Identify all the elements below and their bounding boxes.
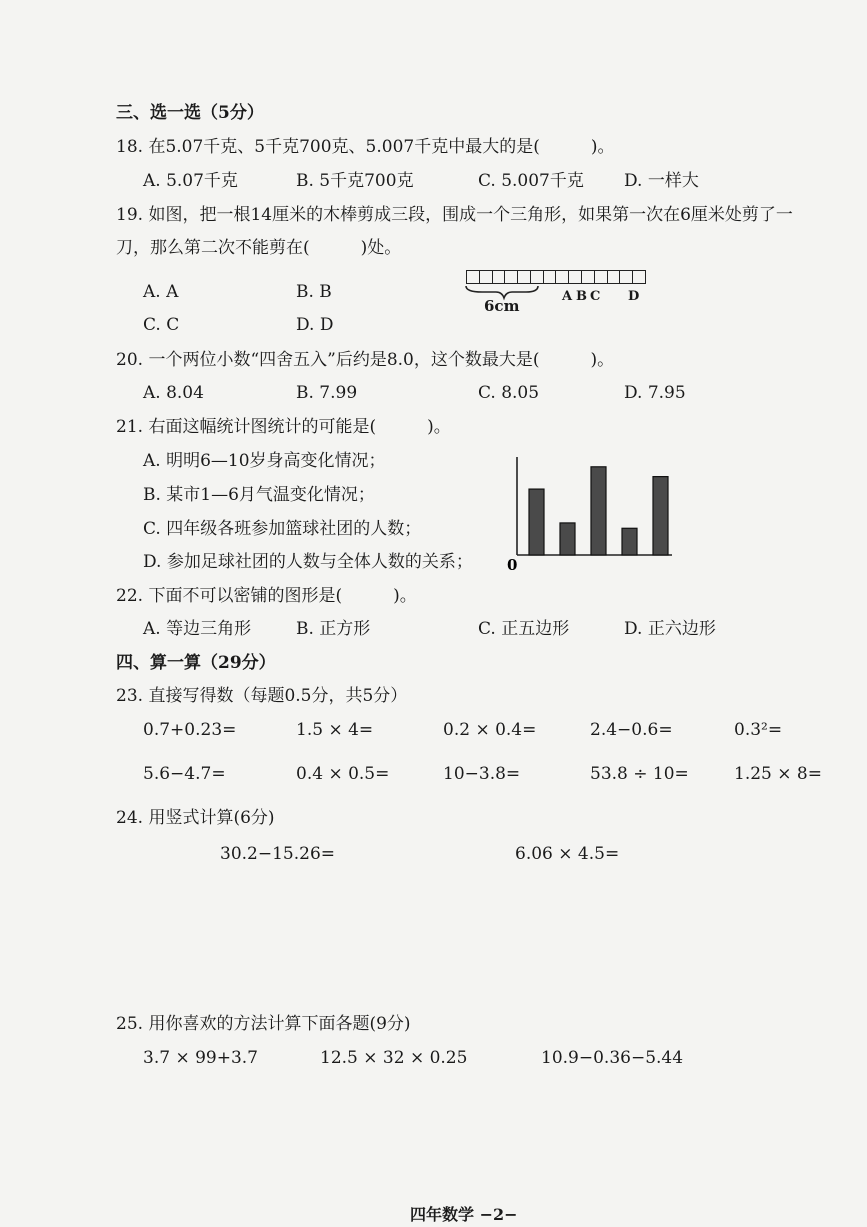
q19-option-c: C. C xyxy=(143,315,180,335)
point-label-c: C xyxy=(590,289,601,304)
q18-option-c: C. 5.007千克 xyxy=(478,171,584,191)
q23-item: 0.4 × 0.5= xyxy=(296,764,390,784)
ruler-cell xyxy=(633,271,645,283)
q22-option-a: A. 等边三角形 xyxy=(143,619,252,639)
q22-stem: 22. 下面不可以密铺的图形是( )。 xyxy=(116,586,417,606)
ruler-cell xyxy=(531,271,544,283)
q19-stem-line1: 19. 如图，把一根14厘米的木棒剪成三段，围成一个三角形，如果第一次在6厘米处剪了一 xyxy=(116,205,793,225)
ruler-cell xyxy=(544,271,557,283)
q19-option-d: D. D xyxy=(296,315,334,335)
ruler-cell xyxy=(582,271,595,283)
q21-stem: 21. 右面这幅统计图统计的可能是( )。 xyxy=(116,417,451,437)
ruler-cell xyxy=(620,271,633,283)
point-label-a: A xyxy=(562,289,573,304)
q23-stem: 23. 直接写得数（每题0.5分，共5分） xyxy=(116,686,408,706)
ruler-cell xyxy=(569,271,582,283)
q18-option-a: A. 5.07千克 xyxy=(143,171,238,191)
ruler-cell xyxy=(480,271,493,283)
ruler-cell xyxy=(595,271,608,283)
ruler-cell xyxy=(556,271,569,283)
q23-item: 0.2 × 0.4= xyxy=(443,720,537,740)
ruler-cell xyxy=(467,271,480,283)
q25-item: 10.9−0.36−5.44 xyxy=(541,1048,684,1068)
q24-item: 30.2−15.26= xyxy=(220,844,336,864)
segment-label-6cm: 6cm xyxy=(484,297,520,315)
q19-option-a: A. A xyxy=(143,282,179,302)
q20-option-d: D. 7.95 xyxy=(624,383,686,403)
section-3-title: 三、选一选（5分） xyxy=(116,103,264,123)
bar-2 xyxy=(560,523,575,555)
q24-stem: 24. 用竖式计算(6分) xyxy=(116,808,275,828)
q22-option-d: D. 正六边形 xyxy=(624,619,716,639)
q18-option-b: B. 5千克700克 xyxy=(296,171,414,191)
q23-item: 5.6−4.7= xyxy=(143,764,226,784)
q20-stem: 20. 一个两位小数“四舍五入”后约是8.0，这个数最大是( )。 xyxy=(116,350,615,370)
bar-chart xyxy=(507,455,677,573)
q25-item: 12.5 × 32 × 0.25 xyxy=(320,1048,468,1068)
q18-stem: 18. 在5.07千克、5千克700克、5.007千克中最大的是( )。 xyxy=(116,137,615,157)
page-footer: 四年数学 −2− xyxy=(410,1205,518,1224)
q21-option-b: B. 某市1—6月气温变化情况； xyxy=(143,485,375,505)
stick-ruler xyxy=(466,270,646,284)
q23-item: 1.25 × 8= xyxy=(734,764,822,784)
bar-3 xyxy=(591,467,606,555)
bar-4 xyxy=(622,528,637,555)
q25-stem: 25. 用你喜欢的方法计算下面各题(9分) xyxy=(116,1014,411,1034)
q23-item: 10−3.8= xyxy=(443,764,521,784)
q23-item: 2.4−0.6= xyxy=(590,720,673,740)
ruler-cell xyxy=(518,271,531,283)
q23-item: 0.3²= xyxy=(734,720,783,740)
q25-item: 3.7 × 99+3.7 xyxy=(143,1048,258,1068)
section-4-title: 四、算一算（29分） xyxy=(116,653,276,673)
q18-option-d: D. 一样大 xyxy=(624,171,699,191)
q24-item: 6.06 × 4.5= xyxy=(515,844,620,864)
q23-item: 1.5 × 4= xyxy=(296,720,374,740)
q22-option-c: C. 正五边形 xyxy=(478,619,570,639)
origin-label: 0 xyxy=(507,556,518,573)
q20-option-c: C. 8.05 xyxy=(478,383,540,403)
bar-1 xyxy=(529,489,544,555)
q21-option-c: C. 四年级各班参加篮球社团的人数； xyxy=(143,519,422,539)
q21-option-d: D. 参加足球社团的人数与全体人数的关系； xyxy=(143,552,473,572)
q23-item: 53.8 ÷ 10= xyxy=(590,764,689,784)
q19-stem-line2: 刀，那么第二次不能剪在( )处。 xyxy=(116,238,402,258)
q20-option-b: B. 7.99 xyxy=(296,383,358,403)
q21-option-a: A. 明明6—10岁身高变化情况； xyxy=(143,451,386,471)
q22-option-b: B. 正方形 xyxy=(296,619,371,639)
q19-option-b: B. B xyxy=(296,282,332,302)
bar-5 xyxy=(653,477,668,555)
q23-item: 0.7+0.23= xyxy=(143,720,237,740)
point-label-b: B xyxy=(576,289,587,304)
point-label-d: D xyxy=(628,289,640,304)
ruler-cell xyxy=(505,271,518,283)
ruler-cell xyxy=(608,271,621,283)
ruler-cell xyxy=(493,271,506,283)
q20-option-a: A. 8.04 xyxy=(143,383,204,403)
